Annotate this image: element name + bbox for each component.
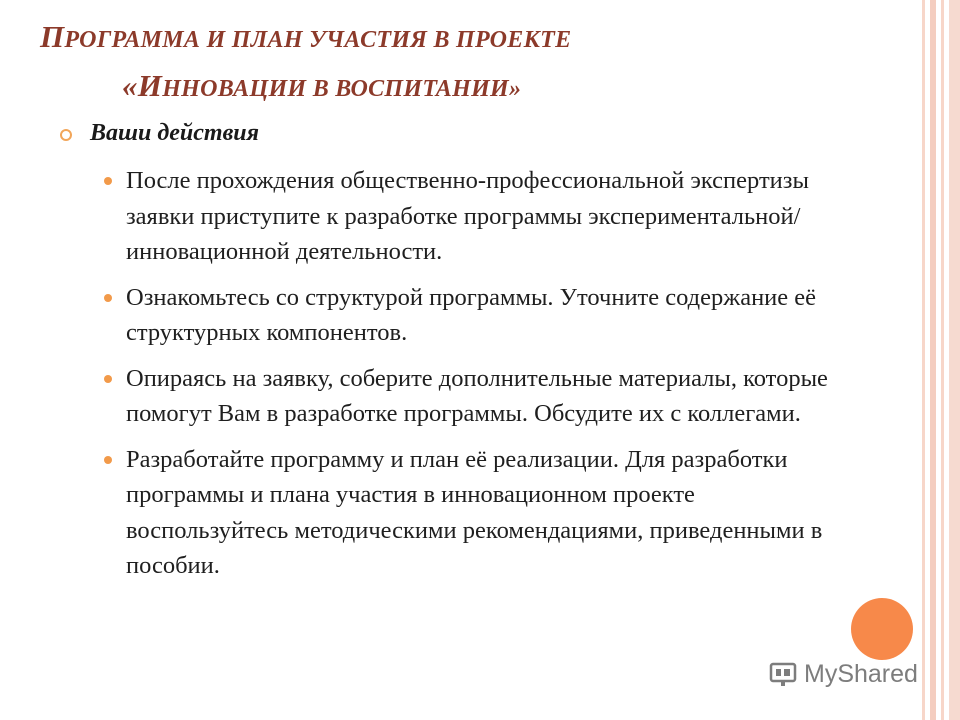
title-line-2 [30, 63, 790, 112]
decorative-circle [851, 598, 913, 660]
bullet-dot-icon [104, 177, 112, 185]
list-item-text: Разработайте программу и план её реализации. Для разработки программы и плана участия в инновационном проекте воспользуйтесь методическими рекомендациями, приведенными в пособии. [126, 445, 823, 579]
bullet-dot-icon [104, 294, 112, 302]
border-stripe [941, 0, 944, 720]
list-item-text: Опираясь на заявку, соберите дополнительные материалы, которые помогут Вам в разработке программы. Обсудите их с коллегами. [126, 364, 828, 427]
list-item-text: После прохождения общественно-профессиональной экспертизы заявки приступите к разработке программы экспериментальной/инновационной деятельности. [126, 167, 809, 265]
list-item-text: Ознакомьтесь со структурой программы. Уточните содержание её структурных компонентов. [126, 283, 817, 346]
border-stripe [930, 0, 936, 720]
section-heading: Ваши действия [90, 120, 260, 146]
list-item [104, 280, 849, 351]
list-item [104, 442, 849, 584]
ring-bullet-icon [60, 129, 72, 141]
list-item [104, 361, 849, 432]
slide-title [30, 14, 790, 112]
slides-icon [768, 659, 798, 689]
title-line-1: ПРОГРАММА И ПЛАН УЧАСТИЯ В ПРОЕКТЕ [40, 19, 572, 54]
title-line-2-cap: «И [122, 68, 163, 103]
bullet-dot-icon [104, 375, 112, 383]
title-line-2-rest: ННОВАЦИИ В ВОСПИТАНИИ» [162, 76, 522, 102]
list-item [104, 163, 849, 270]
watermark-text: MyShared [804, 659, 918, 688]
bullet-list [104, 163, 849, 594]
border-stripe [922, 0, 925, 720]
bullet-dot-icon [104, 456, 112, 464]
watermark [768, 656, 918, 692]
border-stripe [949, 0, 960, 720]
